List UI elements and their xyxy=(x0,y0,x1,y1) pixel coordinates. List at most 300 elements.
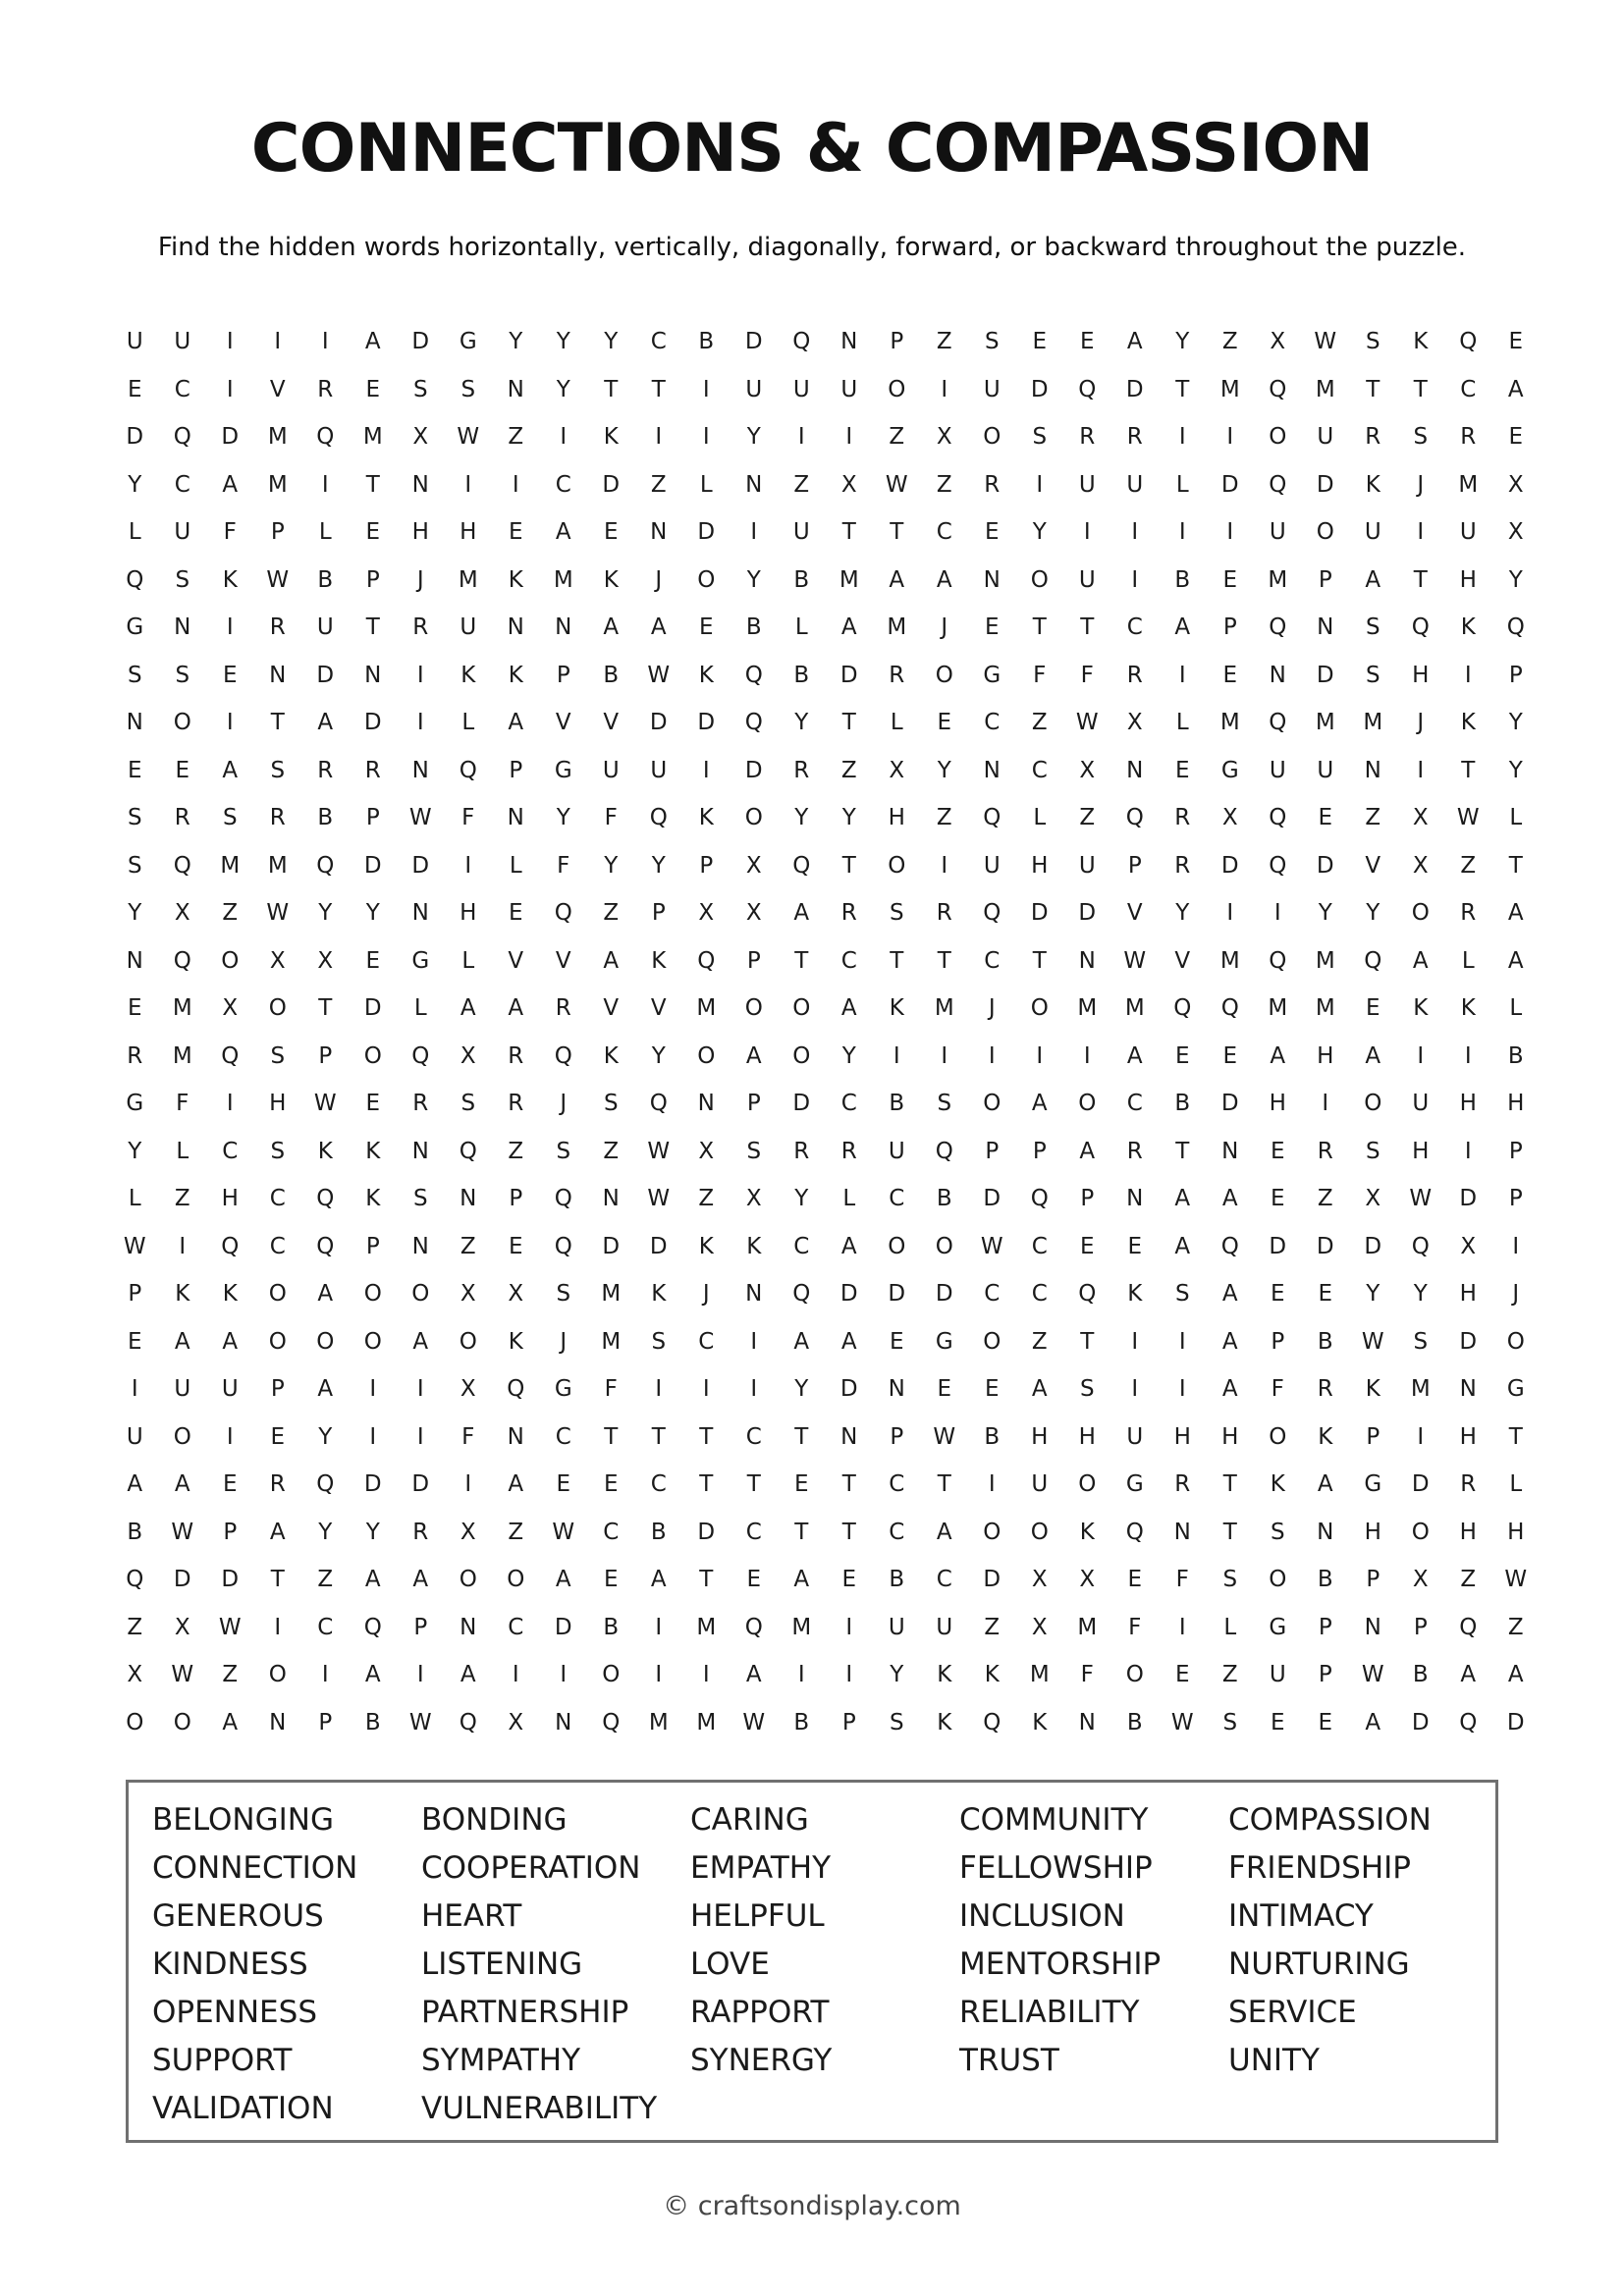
grid-cell[interactable]: S xyxy=(603,1091,619,1117)
grid-cell[interactable]: N xyxy=(888,1376,905,1403)
grid-cell[interactable]: D xyxy=(363,710,382,736)
grid-cell[interactable]: D xyxy=(697,1519,716,1545)
grid-cell[interactable]: E xyxy=(1127,1567,1143,1593)
grid-cell[interactable]: C xyxy=(889,1186,905,1212)
grid-cell[interactable]: I xyxy=(1464,1138,1472,1164)
grid-cell[interactable]: E xyxy=(1222,566,1238,593)
grid-cell[interactable]: E xyxy=(127,1328,142,1355)
grid-cell[interactable]: N xyxy=(507,376,524,402)
grid-cell[interactable]: E xyxy=(746,1567,762,1593)
grid-cell[interactable]: B xyxy=(1126,1709,1143,1735)
grid-cell[interactable]: D xyxy=(697,519,716,546)
grid-cell[interactable]: T xyxy=(1175,376,1190,402)
grid-cell[interactable]: X xyxy=(1365,1186,1381,1212)
grid-cell[interactable]: H xyxy=(1507,1091,1525,1117)
grid-cell[interactable]: P xyxy=(1271,1328,1285,1355)
grid-cell[interactable]: H xyxy=(1031,1423,1049,1450)
grid-cell[interactable]: Y xyxy=(365,900,380,927)
grid-cell[interactable]: A xyxy=(460,1662,476,1688)
grid-cell[interactable]: Q xyxy=(983,900,1001,927)
grid-cell[interactable]: R xyxy=(317,757,334,783)
grid-cell[interactable]: A xyxy=(745,1662,762,1688)
grid-cell[interactable]: V xyxy=(508,947,524,974)
grid-cell[interactable]: P xyxy=(1508,1186,1523,1212)
grid-cell[interactable]: Y xyxy=(128,471,142,498)
grid-cell[interactable]: W xyxy=(552,1519,575,1545)
grid-cell[interactable]: A xyxy=(412,1328,429,1355)
grid-cell[interactable]: A xyxy=(555,1567,571,1593)
grid-cell[interactable]: K xyxy=(1460,614,1476,641)
grid-cell[interactable]: A xyxy=(1317,1471,1333,1498)
grid-cell[interactable]: N xyxy=(269,1709,287,1735)
grid-cell[interactable]: O xyxy=(744,805,763,831)
grid-cell[interactable]: O xyxy=(173,1709,191,1735)
grid-cell[interactable]: T xyxy=(1222,1471,1237,1498)
grid-cell[interactable]: Y xyxy=(1508,566,1523,593)
grid-cell[interactable]: E xyxy=(793,1471,809,1498)
grid-cell[interactable]: A xyxy=(317,1281,334,1308)
grid-cell[interactable]: B xyxy=(317,805,334,831)
grid-cell[interactable]: C xyxy=(984,947,1001,974)
grid-cell[interactable]: K xyxy=(222,1281,238,1308)
grid-cell[interactable]: T xyxy=(651,1423,666,1450)
grid-cell[interactable]: P xyxy=(746,947,761,974)
grid-cell[interactable]: Q xyxy=(983,805,1001,831)
grid-cell[interactable]: T xyxy=(699,1567,714,1593)
grid-cell[interactable]: N xyxy=(555,1709,572,1735)
grid-cell[interactable]: P xyxy=(699,852,714,879)
grid-cell[interactable]: T xyxy=(937,947,951,974)
grid-cell[interactable]: B xyxy=(603,1614,620,1640)
grid-cell[interactable]: O xyxy=(1125,1662,1144,1688)
grid-cell[interactable]: U xyxy=(602,757,620,783)
grid-cell[interactable]: O xyxy=(1411,1519,1430,1545)
grid-cell[interactable]: I xyxy=(655,1376,663,1403)
grid-cell[interactable]: L xyxy=(509,852,522,879)
grid-cell[interactable]: T xyxy=(270,1567,285,1593)
grid-cell[interactable]: C xyxy=(889,1519,905,1545)
grid-cell[interactable]: W xyxy=(313,1091,337,1117)
grid-cell[interactable]: V xyxy=(269,376,286,402)
grid-cell[interactable]: I xyxy=(988,1471,996,1498)
grid-cell[interactable]: Q xyxy=(363,1614,382,1640)
grid-cell[interactable]: I xyxy=(226,1423,234,1450)
grid-cell[interactable]: D xyxy=(173,1567,191,1593)
grid-cell[interactable]: K xyxy=(1318,1423,1333,1450)
grid-cell[interactable]: O xyxy=(1269,1567,1287,1593)
grid-cell[interactable]: Q xyxy=(1411,614,1430,641)
grid-cell[interactable]: O xyxy=(792,1042,811,1069)
grid-cell[interactable]: I xyxy=(1226,424,1234,451)
grid-cell[interactable]: B xyxy=(889,1091,905,1117)
grid-cell[interactable]: A xyxy=(364,1567,381,1593)
grid-cell[interactable]: B xyxy=(1317,1567,1333,1593)
grid-cell[interactable]: Q xyxy=(126,1567,144,1593)
grid-cell[interactable]: B xyxy=(317,566,334,593)
grid-cell[interactable]: Z xyxy=(1221,1662,1238,1688)
grid-cell[interactable]: D xyxy=(1459,1328,1478,1355)
grid-cell[interactable]: I xyxy=(941,376,948,402)
grid-cell[interactable]: N xyxy=(983,566,1001,593)
grid-cell[interactable]: O xyxy=(1030,566,1049,593)
grid-cell[interactable]: M xyxy=(172,995,192,1022)
grid-cell[interactable]: K xyxy=(889,995,904,1022)
grid-cell[interactable]: T xyxy=(890,519,904,546)
grid-cell[interactable]: I xyxy=(226,329,234,355)
grid-cell[interactable]: U xyxy=(840,376,858,402)
grid-cell[interactable]: V xyxy=(1126,900,1143,927)
grid-cell[interactable]: X xyxy=(1412,852,1429,879)
grid-cell[interactable]: V xyxy=(1174,947,1191,974)
grid-cell[interactable]: F xyxy=(557,852,570,879)
grid-cell[interactable]: X xyxy=(127,1662,143,1688)
grid-cell[interactable]: S xyxy=(127,852,142,879)
grid-cell[interactable]: S xyxy=(222,805,238,831)
grid-cell[interactable]: X xyxy=(1412,805,1429,831)
grid-cell[interactable]: B xyxy=(793,566,810,593)
grid-cell[interactable]: Q xyxy=(1364,947,1382,974)
grid-cell[interactable]: E xyxy=(508,900,523,927)
grid-cell[interactable]: M xyxy=(553,566,573,593)
grid-cell[interactable]: E xyxy=(698,614,714,641)
grid-cell[interactable]: T xyxy=(1461,757,1476,783)
grid-cell[interactable]: W xyxy=(647,1186,671,1212)
grid-cell[interactable]: I xyxy=(845,1614,853,1640)
grid-cell[interactable]: I xyxy=(369,1376,377,1403)
grid-cell[interactable]: B xyxy=(603,662,620,688)
grid-cell[interactable]: Y xyxy=(794,805,809,831)
grid-cell[interactable]: Z xyxy=(793,471,810,498)
grid-cell[interactable]: A xyxy=(555,519,571,546)
grid-cell[interactable]: O xyxy=(1030,1519,1049,1545)
grid-cell[interactable]: I xyxy=(512,1662,519,1688)
grid-cell[interactable]: H xyxy=(1078,1423,1096,1450)
grid-cell[interactable]: E xyxy=(365,376,381,402)
grid-cell[interactable]: Y xyxy=(365,1519,380,1545)
grid-cell[interactable]: D xyxy=(744,757,763,783)
grid-cell[interactable]: K xyxy=(603,1042,619,1069)
grid-cell[interactable]: Z xyxy=(508,1138,524,1164)
grid-cell[interactable]: O xyxy=(459,1328,477,1355)
grid-cell[interactable]: C xyxy=(174,471,190,498)
grid-cell[interactable]: C xyxy=(269,1186,286,1212)
grid-cell[interactable]: A xyxy=(317,1376,334,1403)
grid-cell[interactable]: N xyxy=(269,662,287,688)
grid-cell[interactable]: Q xyxy=(744,710,763,736)
grid-cell[interactable]: P xyxy=(1318,566,1332,593)
grid-cell[interactable]: A xyxy=(508,710,524,736)
grid-cell[interactable]: W xyxy=(171,1662,194,1688)
grid-cell[interactable]: U xyxy=(460,614,477,641)
grid-cell[interactable]: Q xyxy=(316,852,335,879)
grid-cell[interactable]: Y xyxy=(1413,1281,1428,1308)
grid-cell[interactable]: F xyxy=(1271,1376,1284,1403)
grid-cell[interactable]: P xyxy=(841,1709,856,1735)
grid-cell[interactable]: O xyxy=(1316,519,1334,546)
grid-cell[interactable]: Y xyxy=(1032,519,1047,546)
grid-cell[interactable]: A xyxy=(1507,1662,1524,1688)
grid-cell[interactable]: S xyxy=(984,329,1000,355)
grid-cell[interactable]: G xyxy=(1125,1471,1144,1498)
grid-cell[interactable]: N xyxy=(1269,662,1286,688)
grid-cell[interactable]: H xyxy=(1364,1519,1381,1545)
grid-cell[interactable]: T xyxy=(794,1519,809,1545)
grid-cell[interactable]: E xyxy=(603,1567,619,1593)
grid-cell[interactable]: I xyxy=(1226,900,1234,927)
grid-cell[interactable]: Z xyxy=(127,1614,143,1640)
grid-cell[interactable]: I xyxy=(226,1091,234,1117)
grid-cell[interactable]: T xyxy=(1080,1328,1095,1355)
grid-cell[interactable]: U xyxy=(174,519,191,546)
grid-cell[interactable]: A xyxy=(1174,614,1191,641)
grid-cell[interactable]: A xyxy=(508,1471,524,1498)
grid-cell[interactable]: D xyxy=(983,1567,1001,1593)
grid-cell[interactable]: E xyxy=(603,1471,619,1498)
grid-cell[interactable]: Q xyxy=(507,1376,525,1403)
grid-cell[interactable]: E xyxy=(603,519,619,546)
grid-cell[interactable]: P xyxy=(1318,1614,1332,1640)
grid-cell[interactable]: X xyxy=(460,1519,476,1545)
grid-cell[interactable]: W xyxy=(1123,947,1147,974)
grid-cell[interactable]: A xyxy=(1412,947,1429,974)
grid-cell[interactable]: A xyxy=(1221,1328,1238,1355)
grid-cell[interactable]: O xyxy=(602,1662,621,1688)
grid-cell[interactable]: N xyxy=(555,614,572,641)
grid-cell[interactable]: F xyxy=(1128,1614,1142,1640)
grid-cell[interactable]: K xyxy=(651,1281,667,1308)
grid-cell[interactable]: A xyxy=(1174,1233,1191,1259)
grid-cell[interactable]: P xyxy=(413,1614,428,1640)
grid-cell[interactable]: C xyxy=(840,1091,857,1117)
grid-cell[interactable]: X xyxy=(460,1376,476,1403)
grid-cell[interactable]: M xyxy=(1077,995,1098,1022)
grid-cell[interactable]: A xyxy=(1126,329,1143,355)
grid-cell[interactable]: E xyxy=(1508,329,1524,355)
grid-cell[interactable]: A xyxy=(174,1471,190,1498)
grid-cell[interactable]: P xyxy=(1508,662,1523,688)
grid-cell[interactable]: S xyxy=(1270,1519,1285,1545)
grid-cell[interactable]: O xyxy=(363,1281,382,1308)
grid-cell[interactable]: S xyxy=(556,1138,571,1164)
grid-cell[interactable]: Q xyxy=(459,1709,477,1735)
grid-cell[interactable]: Q xyxy=(744,662,763,688)
grid-cell[interactable]: D xyxy=(126,424,144,451)
grid-cell[interactable]: B xyxy=(698,329,715,355)
grid-cell[interactable]: N xyxy=(460,1614,477,1640)
grid-cell[interactable]: Z xyxy=(1221,329,1238,355)
grid-cell[interactable]: E xyxy=(127,376,142,402)
grid-cell[interactable]: S xyxy=(1222,1567,1238,1593)
grid-cell[interactable]: Z xyxy=(508,1519,524,1545)
grid-cell[interactable]: Z xyxy=(984,1614,1001,1640)
grid-cell[interactable]: Q xyxy=(1459,329,1478,355)
grid-cell[interactable]: U xyxy=(983,376,1001,402)
grid-cell[interactable]: A xyxy=(1221,1186,1238,1212)
grid-cell[interactable]: Y xyxy=(604,852,619,879)
grid-cell[interactable]: P xyxy=(365,1233,380,1259)
grid-cell[interactable]: A xyxy=(1365,1042,1381,1069)
grid-cell[interactable]: U xyxy=(221,1376,239,1403)
grid-cell[interactable]: G xyxy=(554,1376,572,1403)
grid-cell[interactable]: R xyxy=(793,757,810,783)
grid-cell[interactable]: M xyxy=(1219,710,1240,736)
grid-cell[interactable]: I xyxy=(702,1662,710,1688)
grid-cell[interactable]: Z xyxy=(1031,710,1048,736)
grid-cell[interactable]: W xyxy=(1456,805,1480,831)
grid-cell[interactable]: T xyxy=(841,710,856,736)
grid-cell[interactable]: I xyxy=(226,376,234,402)
grid-cell[interactable]: K xyxy=(508,662,523,688)
grid-cell[interactable]: X xyxy=(1412,1567,1429,1593)
grid-cell[interactable]: X xyxy=(745,1186,762,1212)
grid-cell[interactable]: M xyxy=(887,614,907,641)
grid-cell[interactable]: K xyxy=(984,1662,1000,1688)
grid-cell[interactable]: O xyxy=(983,424,1001,451)
grid-cell[interactable]: E xyxy=(556,1471,571,1498)
grid-cell[interactable]: B xyxy=(1317,1328,1333,1355)
grid-cell[interactable]: Y xyxy=(556,805,570,831)
grid-cell[interactable]: Z xyxy=(889,424,905,451)
grid-cell[interactable]: M xyxy=(1268,995,1288,1022)
grid-cell[interactable]: I xyxy=(131,1376,138,1403)
grid-cell[interactable]: O xyxy=(983,1328,1001,1355)
grid-cell[interactable]: A xyxy=(364,329,381,355)
grid-cell[interactable]: K xyxy=(1365,471,1380,498)
grid-cell[interactable]: S xyxy=(1413,1328,1429,1355)
grid-cell[interactable]: N xyxy=(1221,1138,1239,1164)
grid-cell[interactable]: D xyxy=(602,1233,621,1259)
grid-cell[interactable]: R xyxy=(174,805,190,831)
grid-cell[interactable]: P xyxy=(270,519,285,546)
grid-cell[interactable]: R xyxy=(1079,424,1096,451)
grid-cell[interactable]: I xyxy=(369,1423,377,1450)
grid-cell[interactable]: X xyxy=(745,852,762,879)
grid-cell[interactable]: U xyxy=(174,1376,191,1403)
grid-cell[interactable]: D xyxy=(1269,1233,1287,1259)
grid-cell[interactable]: A xyxy=(1365,1709,1381,1735)
grid-cell[interactable]: M xyxy=(1410,1376,1431,1403)
grid-cell[interactable]: R xyxy=(412,1091,429,1117)
grid-cell[interactable]: R xyxy=(1126,662,1143,688)
grid-cell[interactable]: U xyxy=(792,376,810,402)
grid-cell[interactable]: M xyxy=(172,1042,192,1069)
grid-cell[interactable]: K xyxy=(698,805,714,831)
grid-cell[interactable]: C xyxy=(1031,757,1048,783)
grid-cell[interactable]: E xyxy=(1270,1709,1285,1735)
grid-cell[interactable]: D xyxy=(363,1471,382,1498)
grid-cell[interactable]: E xyxy=(1174,757,1190,783)
grid-cell[interactable]: K xyxy=(508,1328,523,1355)
grid-cell[interactable]: N xyxy=(126,947,143,974)
grid-cell[interactable]: M xyxy=(791,1614,812,1640)
grid-cell[interactable]: U xyxy=(1459,519,1477,546)
grid-cell[interactable]: E xyxy=(1365,995,1380,1022)
grid-cell[interactable]: W xyxy=(1361,1662,1384,1688)
grid-cell[interactable]: I xyxy=(845,1662,853,1688)
grid-cell[interactable]: Y xyxy=(128,900,142,927)
grid-cell[interactable]: X xyxy=(317,947,334,974)
grid-cell[interactable]: Y xyxy=(1508,710,1523,736)
grid-cell[interactable]: O xyxy=(1364,1091,1382,1117)
grid-cell[interactable]: H xyxy=(411,519,429,546)
grid-cell[interactable]: K xyxy=(365,1138,381,1164)
grid-cell[interactable]: I xyxy=(1131,1376,1139,1403)
grid-cell[interactable]: D xyxy=(1411,1709,1430,1735)
grid-cell[interactable]: A xyxy=(364,1662,381,1688)
grid-cell[interactable]: I xyxy=(416,1376,424,1403)
grid-cell[interactable]: U xyxy=(1126,1423,1144,1450)
grid-cell[interactable]: M xyxy=(220,852,241,879)
grid-cell[interactable]: U xyxy=(1317,757,1334,783)
grid-cell[interactable]: D xyxy=(411,852,430,879)
grid-cell[interactable]: C xyxy=(222,1138,239,1164)
grid-cell[interactable]: K xyxy=(1365,1376,1380,1403)
grid-cell[interactable]: C xyxy=(650,329,667,355)
grid-cell[interactable]: T xyxy=(937,1471,951,1498)
grid-cell[interactable]: C xyxy=(745,1423,762,1450)
grid-cell[interactable]: P xyxy=(1222,614,1237,641)
grid-cell[interactable]: N xyxy=(126,710,143,736)
grid-cell[interactable]: E xyxy=(365,519,381,546)
grid-cell[interactable]: T xyxy=(1175,1138,1190,1164)
grid-cell[interactable]: W xyxy=(408,1709,432,1735)
grid-cell[interactable]: K xyxy=(317,1138,333,1164)
grid-cell[interactable]: S xyxy=(175,566,190,593)
grid-cell[interactable]: H xyxy=(1459,566,1477,593)
grid-cell[interactable]: S xyxy=(1174,1281,1190,1308)
grid-cell[interactable]: W xyxy=(266,900,290,927)
grid-cell[interactable]: W xyxy=(123,1233,146,1259)
grid-cell[interactable]: L xyxy=(1461,947,1475,974)
grid-cell[interactable]: B xyxy=(364,1709,381,1735)
grid-cell[interactable]: I xyxy=(321,471,329,498)
grid-cell[interactable]: M xyxy=(1315,710,1335,736)
grid-cell[interactable]: P xyxy=(556,662,570,688)
grid-cell[interactable]: N xyxy=(840,1423,858,1450)
grid-cell[interactable]: O xyxy=(1269,1423,1287,1450)
grid-cell[interactable]: E xyxy=(1032,329,1048,355)
grid-cell[interactable]: Z xyxy=(603,1138,620,1164)
grid-cell[interactable]: S xyxy=(1365,614,1380,641)
grid-cell[interactable]: X xyxy=(174,1614,190,1640)
grid-cell[interactable]: J xyxy=(416,566,424,593)
grid-cell[interactable]: Q xyxy=(1269,805,1287,831)
grid-cell[interactable]: O xyxy=(507,1567,525,1593)
grid-cell[interactable]: C xyxy=(936,1567,952,1593)
grid-cell[interactable]: U xyxy=(1412,1091,1430,1117)
grid-cell[interactable]: I xyxy=(1131,566,1139,593)
grid-cell[interactable]: J xyxy=(655,566,663,593)
grid-cell[interactable]: M xyxy=(1268,566,1288,593)
grid-cell[interactable]: D xyxy=(839,662,858,688)
grid-cell[interactable]: G xyxy=(935,1328,953,1355)
grid-cell[interactable]: J xyxy=(1512,1281,1520,1308)
grid-cell[interactable]: E xyxy=(1270,1138,1285,1164)
grid-cell[interactable]: A xyxy=(650,1567,667,1593)
grid-cell[interactable]: E xyxy=(222,1471,238,1498)
grid-cell[interactable]: Y xyxy=(1366,1281,1380,1308)
grid-cell[interactable]: I xyxy=(1036,1042,1044,1069)
grid-cell[interactable]: C xyxy=(174,376,190,402)
grid-cell[interactable]: U xyxy=(126,329,143,355)
grid-cell[interactable]: Z xyxy=(508,424,524,451)
grid-cell[interactable]: D xyxy=(792,1091,811,1117)
grid-cell[interactable]: L xyxy=(176,1138,189,1164)
grid-cell[interactable]: F xyxy=(604,1376,618,1403)
grid-cell[interactable]: P xyxy=(128,1281,142,1308)
grid-cell[interactable]: Z xyxy=(936,805,952,831)
grid-cell[interactable]: P xyxy=(318,1709,333,1735)
